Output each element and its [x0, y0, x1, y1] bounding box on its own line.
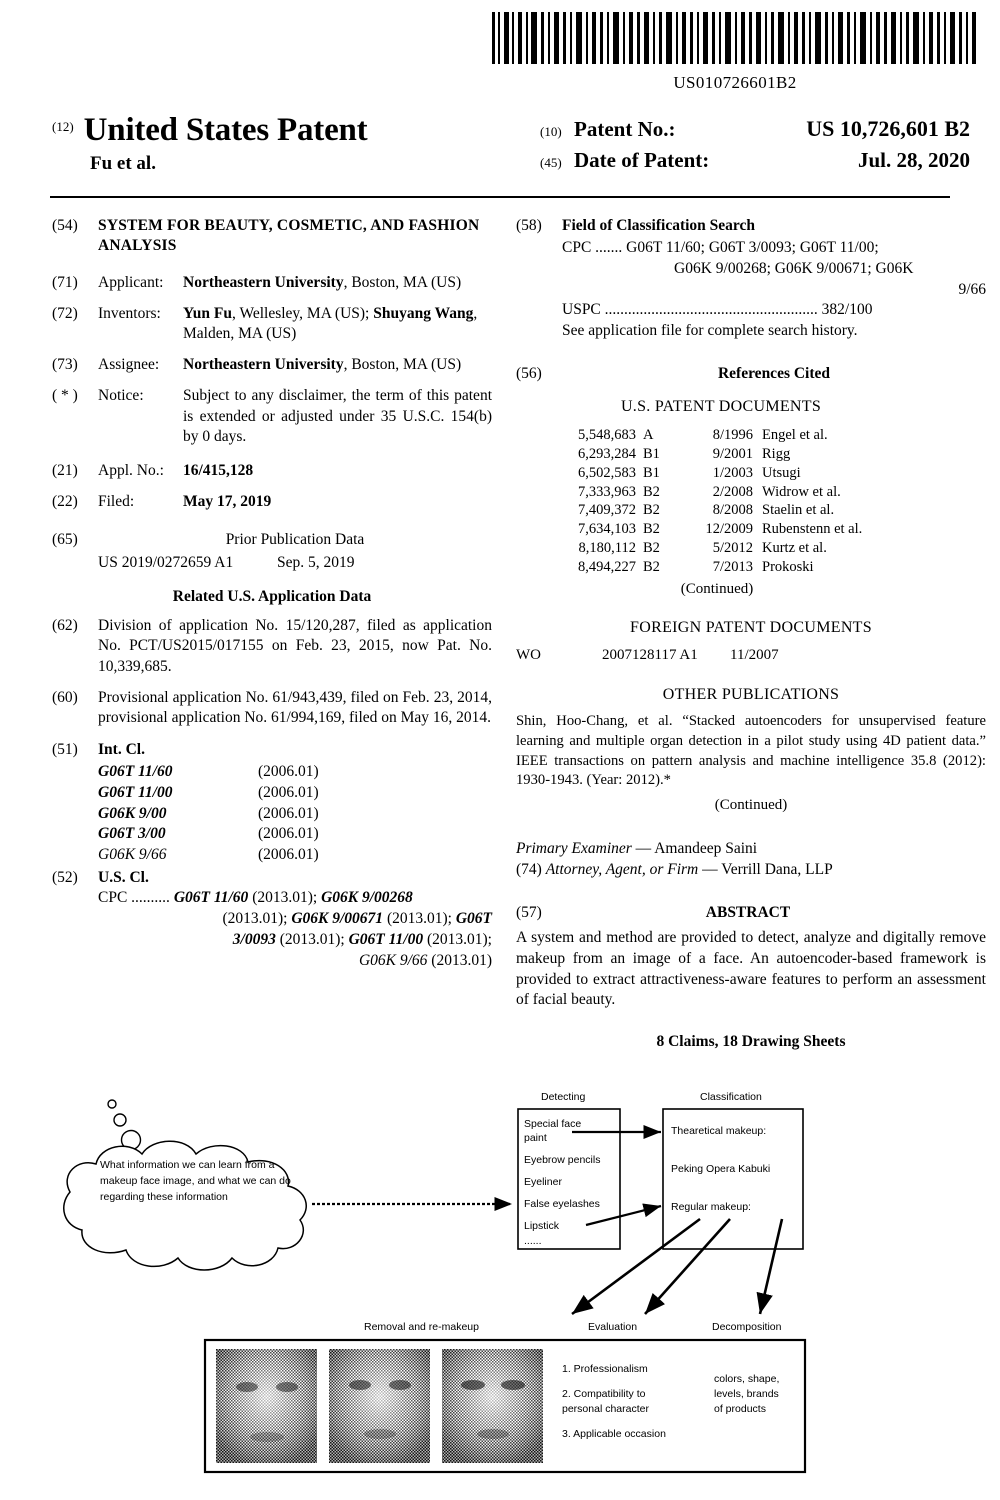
detecting-item-1b: paint: [524, 1132, 547, 1144]
table-row: [558, 445, 986, 464]
field-abstract-code: (57): [516, 903, 542, 921]
foreign-date: 11/2007: [730, 647, 779, 664]
assignee-location: , Boston, MA (US): [343, 356, 462, 374]
filed-value: May 17, 2019: [183, 493, 272, 511]
face-image-original: [216, 1349, 317, 1463]
int-cl-class: G06T 11/60: [98, 763, 173, 781]
field-provisional-code: (60): [52, 688, 78, 706]
int-cl-row: [98, 762, 492, 783]
reference-assignee: Engel et al.: [762, 427, 828, 444]
int-cl-row: [98, 783, 492, 804]
detecting-item-1a: Special face: [524, 1118, 582, 1130]
barcode-icon: [490, 12, 980, 66]
evaluation-caption: Evaluation: [588, 1321, 638, 1333]
reference-date: 8/2008: [712, 502, 753, 519]
evaluation-item-1: 1. Professionalism: [562, 1363, 648, 1375]
table-row: [558, 558, 986, 577]
evaluation-item-2a: 2. Compatibility to: [562, 1388, 646, 1400]
inventor-1-name: Yun Fu: [183, 305, 232, 323]
masthead: [0, 112, 1000, 190]
related-application-heading: Related U.S. Application Data: [172, 588, 372, 606]
int-cl-class: G06K 9/66: [98, 846, 167, 864]
patent-number-row: [540, 116, 970, 142]
provisional-text: Provisional application No. 61/943,439, filed on Feb. 23, 2014, provisional application No. 61/994,169, filed on May 16, 2014.: [98, 688, 492, 726]
left-column: [52, 216, 492, 972]
claims-drawings-line: 8 Claims, 18 Drawing Sheets: [656, 1033, 846, 1051]
barcode-number: US010726601B2: [673, 73, 797, 92]
reference-date: 5/2012: [712, 540, 753, 557]
field-division-code: (62): [52, 617, 78, 635]
evaluation-item-2b: personal character: [562, 1403, 649, 1415]
table-row: [558, 539, 986, 558]
reference-assignee: Kurtz et al.: [762, 540, 827, 557]
int-cl-version: (2006.01): [258, 846, 319, 864]
masthead-left: [52, 112, 367, 175]
field-int-cl-code: (51): [52, 741, 78, 759]
abstract-heading: ABSTRACT: [705, 903, 791, 921]
decomposition-item-1: colors, shape,: [714, 1373, 780, 1385]
primary-examiner-label: Primary Examiner: [516, 840, 632, 858]
detecting-item-2: Eyebrow pencils: [524, 1154, 601, 1166]
int-cl-heading: Int. Cl.: [98, 741, 145, 759]
prior-publication-heading: Prior Publication Data: [225, 531, 365, 549]
references-cited-heading: References Cited: [717, 364, 831, 382]
patent-date-label: Date of Patent:: [574, 148, 710, 172]
attorney-name: — Verrill Dana, LLP: [702, 861, 833, 879]
reference-kind: B2: [643, 483, 660, 500]
prior-publication-date: Sep. 5, 2019: [276, 554, 355, 572]
us-cl-lead: CPC ..........: [98, 889, 170, 907]
field-filed-label: Filed:: [98, 493, 135, 511]
classification-item-2: Peking Opera Kabuki: [671, 1163, 771, 1175]
decomposition-item-3: of products: [714, 1403, 766, 1415]
reference-date: 12/2009: [705, 521, 753, 538]
thought-bubble-line-3: regarding these information: [100, 1191, 228, 1203]
attorney-row: [516, 859, 986, 880]
reference-assignee: Staelin et al.: [762, 502, 835, 519]
us-cl-class: 3/0093: [232, 930, 276, 948]
field-applicant-code: (71): [52, 273, 78, 291]
reference-kind: B2: [643, 559, 660, 576]
field-division: [52, 616, 492, 676]
figure-diagram: [0, 1082, 1000, 1494]
reference-assignee: Utsugi: [762, 464, 801, 481]
classification-caption: Classification: [700, 1091, 762, 1103]
assignee-value: [183, 355, 492, 375]
detecting-item-4: False eyelashes: [524, 1198, 600, 1210]
table-row: [558, 464, 986, 483]
thought-dot-small: [108, 1100, 116, 1108]
int-cl-class: G06T 11/00: [98, 783, 173, 801]
patent-number-label: Patent No.:: [574, 117, 676, 141]
int-cl-row: [98, 845, 492, 866]
int-cl-class: G06T 3/00: [98, 825, 166, 843]
int-cl-version: (2006.01): [258, 825, 319, 843]
appl-no-value: 16/415,128: [183, 461, 254, 479]
thought-bubble-line-2: makeup face image, and what we can do: [100, 1175, 291, 1187]
references-continued-2: (Continued): [714, 797, 788, 814]
field-prior-publication: [52, 530, 492, 550]
foreign-number: 2007128117 A1: [602, 647, 698, 664]
uspc-search-line: USPC ....................................................... 382/100: [562, 301, 873, 319]
reference-number: 8,180,112: [578, 540, 636, 557]
field-class-search-code: (58): [516, 217, 542, 234]
cpc-search-line-2: G06K 9/00268; G06K 9/00671; G06K: [674, 259, 914, 277]
evaluation-item-3: 3. Applicable occasion: [562, 1428, 666, 1440]
reference-kind: B2: [643, 521, 660, 538]
field-appl-no-code: (21): [52, 461, 78, 479]
search-history-line: See application file for complete search history.: [562, 322, 858, 340]
prior-publication-number: US 2019/0272659 A1: [98, 554, 234, 572]
field-inventors: [52, 304, 492, 344]
primary-examiner-name: — Amandeep Saini: [635, 840, 758, 858]
field-classification-search: [516, 216, 986, 236]
thought-bubble-line-1: What information we can learn from a: [100, 1159, 275, 1171]
field-us-cl-code: (52): [52, 868, 78, 886]
us-cl-version: (2013.01);: [383, 910, 456, 928]
detecting-caption: Detecting: [541, 1091, 586, 1103]
patent-number-value: US 10,726,601 B2: [806, 116, 970, 141]
reference-date: 9/2001: [712, 445, 753, 462]
reference-number: 6,502,583: [578, 464, 636, 481]
kind-code: (12): [52, 119, 74, 134]
reference-kind: B1: [643, 445, 660, 462]
classification-item-3: Regular makeup:: [671, 1201, 751, 1213]
assignee-org: Northeastern University: [183, 356, 344, 374]
classification-search-heading: Field of Classification Search: [562, 217, 756, 234]
face-image-removed: [329, 1349, 430, 1463]
inventors-value: [183, 304, 492, 344]
cpc-search-line-3: 9/66: [958, 280, 986, 298]
field-filed: [52, 492, 492, 512]
table-row: [558, 426, 986, 445]
notice-text: Subject to any disclaimer, the term of this patent is extended or adjusted under 35 U.S.C. 154(b) by 0 days.: [183, 387, 492, 445]
header-divider: [50, 196, 950, 198]
figure-svg: [0, 1082, 1000, 1494]
decomposition-item-2: levels, brands: [714, 1388, 779, 1400]
detecting-item-3: Eyeliner: [524, 1176, 562, 1188]
references-continued-1: (Continued): [680, 580, 754, 597]
reference-number: 5,548,683: [578, 427, 636, 444]
reference-assignee: Widrow et al.: [762, 483, 841, 500]
reference-date: 1/2003: [712, 464, 753, 481]
field-abstract: [516, 903, 986, 923]
barcode-region: [490, 12, 980, 93]
us-cl-line-2: [98, 909, 492, 930]
reference-assignee: Rubenstenn et al.: [762, 521, 863, 538]
detecting-item-6: ......: [524, 1235, 542, 1247]
field-provisional: [52, 688, 492, 728]
reference-date: 2/2008: [712, 483, 753, 500]
us-patent-documents-heading: U.S. PATENT DOCUMENTS: [620, 398, 822, 416]
field-assignee-label: Assignee:: [98, 356, 160, 374]
classification-item-1: Thearetical makeup:: [671, 1125, 767, 1137]
reference-number: 8,494,227: [578, 559, 636, 576]
decomposition-caption: Decomposition: [712, 1321, 782, 1333]
reference-number: 6,293,284: [578, 445, 636, 462]
classification-search-body: [562, 238, 986, 342]
int-cl-class: G06K 9/00: [98, 804, 167, 822]
us-cl-version: (2013.01);: [222, 910, 292, 928]
applicant-location: , Boston, MA (US): [343, 273, 462, 291]
field-references-cited: [516, 364, 986, 384]
reference-number: 7,409,372: [578, 502, 636, 519]
right-column: [516, 216, 986, 1051]
field-prior-pub-code: (65): [52, 531, 78, 549]
invention-title: SYSTEM FOR BEAUTY, COSMETIC, AND FASHION ANALYSIS: [98, 217, 480, 255]
inventor-2-location: , Malden, MA (US): [183, 305, 478, 343]
thought-dot-medium: [114, 1114, 126, 1126]
table-row: [558, 501, 986, 520]
applicant-org: Northeastern University: [183, 273, 344, 291]
reference-kind: B2: [643, 502, 660, 519]
field-appl-no: [52, 461, 492, 481]
field-inventors-label: Inventors:: [98, 305, 161, 323]
int-cl-version: (2006.01): [258, 763, 319, 781]
reference-date: 7/2013: [712, 559, 753, 576]
us-cl-class: G06K 9/66: [358, 951, 428, 969]
field-references-code: (56): [516, 364, 542, 382]
reference-assignee: Prokoski: [762, 559, 814, 576]
patent-date-code: (45): [540, 155, 562, 170]
attorney-code: (74): [516, 861, 542, 879]
us-cl-version: (2013.01): [427, 951, 492, 969]
foreign-country: WO: [516, 647, 541, 664]
face-image-remakeup: [442, 1349, 543, 1463]
foreign-patent-documents-heading: FOREIGN PATENT DOCUMENTS: [630, 619, 872, 637]
other-publication-entry: Shin, Hoo-Chang, et al. “Stacked autoencoders for unsupervised feature learning and multiple organ detection in a pilot study using 4D patient data.” IEEE transactions on pattern analysis and machine intelligence 35.8 (2012): 1930-1943. (Year: 2012).*: [516, 713, 986, 789]
field-notice-code: ( * ): [52, 387, 78, 405]
us-cl-line-4: [98, 951, 492, 972]
inventor-2-name: Shuyang Wang: [373, 305, 474, 323]
division-text: Division of application No. 15/120,287, filed as application No. PCT/US2015/017155 on Feb. 23, 2015, now Pat. No. 10,339,685.: [98, 617, 492, 675]
int-cl-version: (2006.01): [258, 804, 319, 822]
field-notice: [52, 386, 492, 446]
us-cl-version: (2013.01);: [248, 889, 322, 907]
reference-number: 7,333,963: [578, 483, 636, 500]
us-patent-documents-table: [558, 426, 986, 599]
removal-caption: Removal and re-makeup: [364, 1321, 479, 1333]
patent-date-value: Jul. 28, 2020: [857, 148, 970, 172]
prior-publication-row: [98, 554, 492, 572]
detecting-item-5: Lipstick: [524, 1220, 560, 1232]
us-cl-version: (2013.01);: [275, 930, 349, 948]
patent-date-row: [540, 148, 970, 173]
us-cl-class: G06T: [455, 910, 492, 928]
cpc-search-line-1: CPC ....... G06T 11/60; G06T 3/0093; G06T 11/00;: [562, 239, 879, 257]
patent-number-code: (10): [540, 124, 562, 139]
reference-kind: B1: [643, 464, 660, 481]
us-cl-line-1: [98, 888, 492, 909]
other-publications-heading: OTHER PUBLICATIONS: [662, 686, 840, 704]
applicant-value: [183, 273, 492, 293]
primary-examiner-row: [516, 838, 986, 859]
table-row: [558, 520, 986, 539]
field-title: [52, 216, 492, 257]
masthead-right: [540, 116, 970, 179]
table-row: [516, 647, 986, 664]
field-assignee: [52, 355, 492, 375]
field-notice-label: Notice:: [98, 387, 144, 405]
us-cl-class: G06T 11/60: [173, 889, 249, 907]
reference-date: 8/1996: [712, 427, 753, 444]
field-assignee-code: (73): [52, 356, 78, 374]
applicant-short-name: Fu et al.: [90, 153, 156, 174]
us-cl-heading: U.S. Cl.: [98, 868, 149, 886]
us-cl-body: [98, 888, 492, 972]
field-us-cl: [52, 868, 492, 888]
us-cl-class: G06K 9/00268: [321, 889, 413, 907]
table-row: [558, 483, 986, 502]
field-applicant-label: Applicant:: [98, 273, 164, 291]
field-title-code: (54): [52, 217, 78, 234]
field-inventors-code: (72): [52, 305, 78, 323]
abstract-text: A system and method are provided to detect, analyze and digitally remove makeup from an image of a face. An autoencoder-based framework is provided to extract attractiveness-aware features to perform an assessment of facial beauty.: [516, 929, 986, 1009]
reference-kind: B2: [643, 540, 660, 557]
int-cl-version: (2006.01): [258, 783, 319, 801]
field-filed-code: (22): [52, 493, 78, 511]
int-cl-row: [98, 804, 492, 825]
field-applicant: [52, 273, 492, 293]
int-cl-row: [98, 824, 492, 845]
us-cl-class: G06T 11/00: [348, 930, 424, 948]
inventor-1-location: , Wellesley, MA (US);: [231, 305, 374, 323]
reference-number: 7,634,103: [578, 521, 636, 538]
reference-assignee: Rigg: [762, 445, 791, 462]
attorney-label: Attorney, Agent, or Firm: [545, 861, 699, 879]
field-int-cl: [52, 740, 492, 760]
reference-kind: A: [643, 427, 654, 444]
int-cl-table: [98, 762, 492, 866]
us-cl-version: (2013.01);: [423, 930, 492, 948]
us-cl-class: G06K 9/00671: [291, 910, 384, 928]
page-title: United States Patent: [83, 112, 368, 148]
us-cl-line-3: [98, 930, 492, 951]
field-appl-no-label: Appl. No.:: [98, 461, 164, 479]
